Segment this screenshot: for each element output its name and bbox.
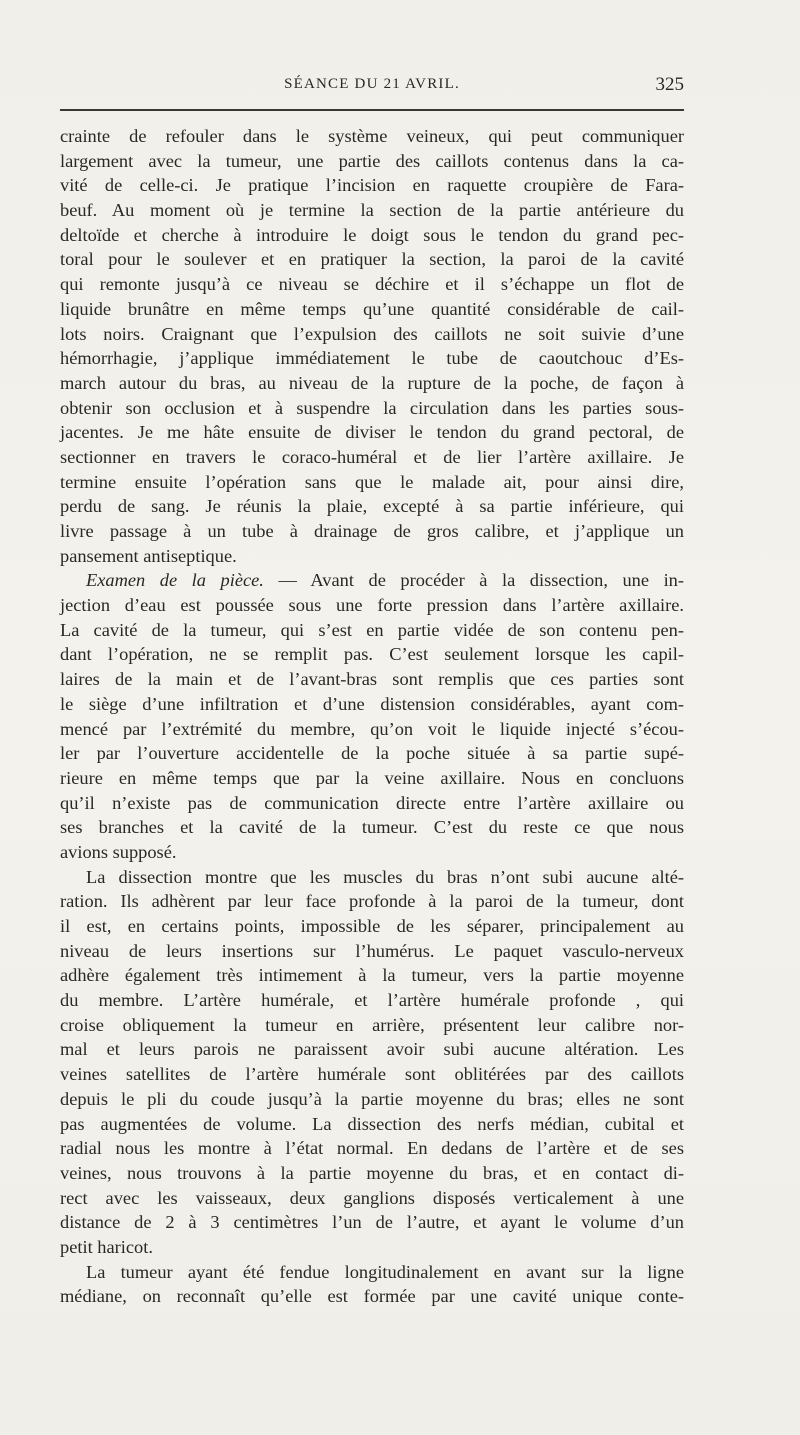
text-line: ration. Ils adhèrent par leur face profonde à la paroi de la tumeur, dont <box>60 891 684 912</box>
text-line: pansement antiseptique. <box>60 545 237 566</box>
text-line: deltoïde et cherche à introduire le doigt sous le tendon du grand pec- <box>60 224 684 245</box>
text-line: veines, nous trouvons à la partie moyenne du bras, et en contact di- <box>60 1162 684 1183</box>
text-line: ler par l’ouverture accidentelle de la poche située à sa partie supé- <box>60 743 684 764</box>
text-line: termine ensuite l’opération sans que le malade ait, pour ainsi dire, <box>60 471 684 492</box>
text-line: largement avec la tumeur, une partie des caillots contenus dans la ca- <box>60 150 684 171</box>
paragraph <box>60 865 684 1260</box>
text-line: sectionner en travers le coraco-huméral et de lier l’artère axillaire. Je <box>60 446 684 467</box>
text-line: adhère également très intimement à la tumeur, vers la partie moyenne <box>60 965 684 986</box>
text-line: liquide brunâtre en même temps qu’une quantité considérable de cail- <box>60 298 684 319</box>
text-line: jacentes. Je me hâte ensuite de diviser le tendon du grand pectoral, de <box>60 422 684 443</box>
text-line: obtenir son occlusion et à suspendre la circulation dans les parties sous- <box>60 397 684 418</box>
text-line: vité de celle-ci. Je pratique l’incision en raquette croupière de Fara- <box>60 175 684 196</box>
text-line: qu’il n’existe pas de communication directe entre l’artère axillaire ou <box>60 792 684 813</box>
text-line: hémorrhagie, j’applique immédiatement le tube de caoutchouc d’Es- <box>60 348 684 369</box>
paragraph <box>60 124 684 568</box>
text-line: lots noirs. Craignant que l’expulsion des caillots ne soit suivie d’une <box>60 323 684 344</box>
page-header <box>60 74 684 98</box>
text-line: croise obliquement la tumeur en arrière, présentent leur calibre nor- <box>60 1014 684 1035</box>
text-line: perdu de sang. Je réunis la plaie, excepté à sa partie inférieure, qui <box>60 496 684 517</box>
text-line: niveau de leurs insertions sur l’humérus. Le paquet vasculo-nerveux <box>60 940 684 961</box>
text-line: La cavité de la tumeur, qui s’est en partie vidée de son contenu pen- <box>60 619 684 640</box>
text-line: La tumeur ayant été fendue longitudinalement en avant sur la ligne <box>86 1261 684 1282</box>
text-line: pas augmentées de volume. La dissection des nerfs médian, cubital et <box>60 1113 684 1134</box>
text-line: mal et leurs parois ne paraissent avoir subi aucune altération. Les <box>60 1039 684 1060</box>
text-line: il est, en certains points, impossible de les séparer, principalement au <box>60 916 684 936</box>
text-line: rieure en même temps que par la veine axillaire. Nous en concluons <box>60 767 684 788</box>
page-number: 325 <box>655 74 684 95</box>
text-line: jection d’eau est poussée sous une forte pression dans l’artère axillaire. <box>60 595 684 616</box>
text-line: veines satellites de l’artère humérale sont oblitérées par des caillots <box>60 1064 684 1085</box>
text-line-rest: — Avant de procéder à la dissection, une in- <box>263 570 684 591</box>
text-line: dant l’opération, ne se remplit pas. C’est seulement lorsque les capil- <box>60 644 684 665</box>
text-line: La dissection montre que les muscles du bras n’ont subi aucune alté- <box>86 866 684 887</box>
text-line: médiane, on reconnaît qu’elle est formée par une cavité unique conte- <box>60 1286 684 1307</box>
paragraph <box>60 568 684 864</box>
text-line: mencé par l’extrémité du membre, qu’on voit le liquide injecté s’écou- <box>60 718 684 739</box>
text-line: le siège d’une infiltration et d’une distension considérables, ayant com- <box>60 693 684 714</box>
body-text <box>60 124 684 1309</box>
text-line: beuf. Au moment où je termine la section de la partie antérieure du <box>60 200 684 221</box>
text-line: crainte de refouler dans le système veineux, qui peut communiquer <box>60 126 684 146</box>
text-line <box>60 568 684 593</box>
header-rule <box>60 109 684 111</box>
text-line: distance de 2 à 3 centimètres l’un de l’autre, et ayant le volume d’un <box>60 1212 684 1233</box>
text-line: qui remonte jusqu’à ce niveau se déchire et il s’échappe un flot de <box>60 274 684 295</box>
text-line: depuis le pli du coude jusqu’à la partie moyenne du bras; elles ne sont <box>60 1088 684 1109</box>
section-heading-italic: Examen de la pièce. <box>86 570 264 591</box>
text-line: toral pour le soulever et en pratiquer la section, la paroi de la cavité <box>60 249 684 270</box>
text-line: radial nous les montre à l’état normal. En dedans de l’artère et de ses <box>60 1138 684 1159</box>
running-title: SÉANCE DU 21 AVRIL. <box>284 76 460 92</box>
text-line: petit haricot. <box>60 1236 153 1257</box>
text-line: avions supposé. <box>60 841 177 862</box>
text-line: livre passage à un tube à drainage de gros calibre, et j’applique un <box>60 521 684 541</box>
text-line: rect avec les vaisseaux, deux ganglions disposés verticalement à une <box>60 1187 684 1208</box>
text-line: du membre. L’artère humérale, et l’artère humérale profonde , qui <box>60 990 684 1011</box>
paragraph <box>60 1260 684 1309</box>
text-line: laires de la main et de l’avant-bras sont remplis que ces parties sont <box>60 669 684 690</box>
text-line: march autour du bras, au niveau de la rupture de la poche, de façon à <box>60 372 684 393</box>
text-line: ses branches et la cavité de la tumeur. C’est du reste ce que nous <box>60 817 684 838</box>
